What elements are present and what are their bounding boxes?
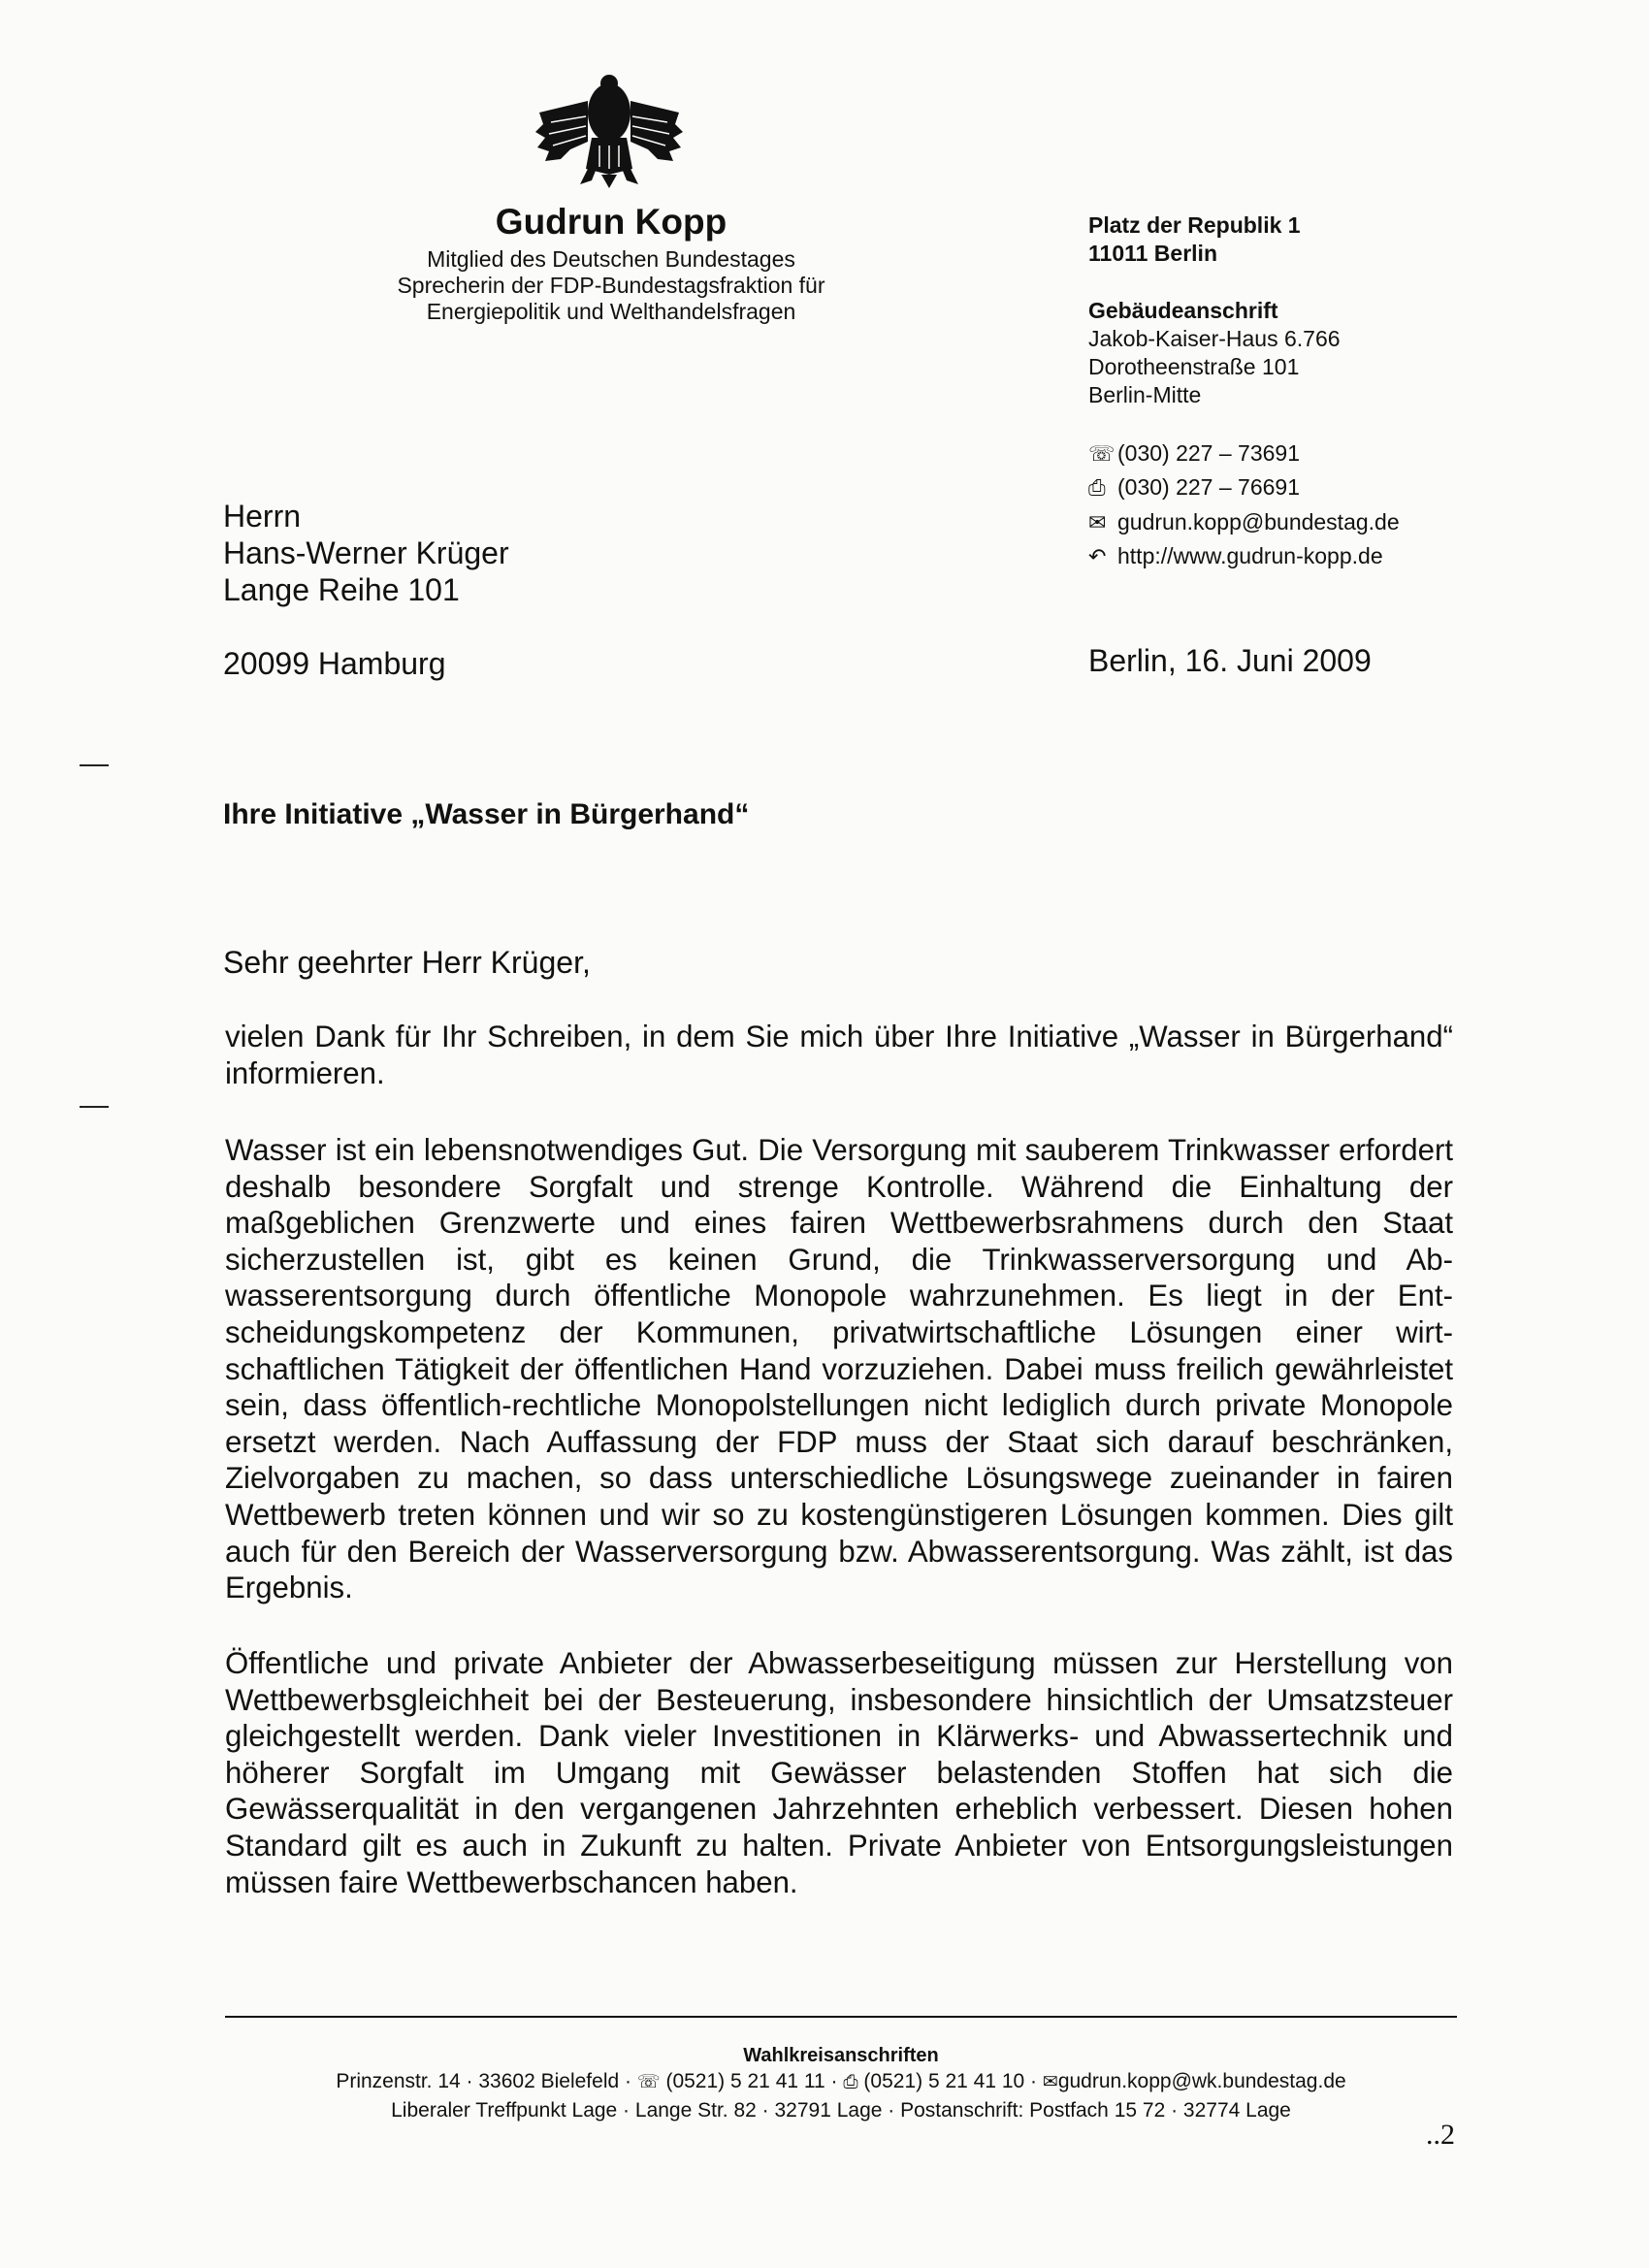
phone-number: (030) 227 – 73691: [1117, 440, 1300, 466]
letter-date: Berlin, 16. Juni 2009: [1088, 643, 1372, 678]
letter-greeting: Sehr geehrter Herr Krüger,: [223, 945, 591, 980]
phone-row: [1088, 439, 1300, 468]
website-url: http://www.gudrun-kopp.de: [1117, 543, 1383, 568]
recipient-name: Hans-Werner Krüger: [223, 535, 509, 570]
email-row: [1088, 508, 1400, 536]
footer-address: Prinzenstr. 14 · 33602 Bielefeld ·: [336, 2070, 631, 2092]
letter-subject: Ihre Initiative „Wasser in Bürgerhand“: [223, 798, 750, 830]
fold-mark: [80, 764, 109, 766]
web-row: [1088, 542, 1383, 570]
sender-title-line: Energiepolitik und Welthandelsfragen: [426, 299, 796, 324]
footer-address-line-2: Liberaler Treffpunkt Lage · Lange Str. 82 · 32791 Lage · Postanschrift: Postfach 15 72 · 32774 Lage: [391, 2099, 1291, 2122]
email-icon: ✉: [1088, 510, 1107, 535]
building-line: Jakob-Kaiser-Haus 6.766: [1088, 326, 1341, 351]
email-icon: ✉: [1042, 2072, 1058, 2092]
page-continuation-marker: ..2: [1426, 2119, 1455, 2151]
sender-title-line: Mitglied des Deutschen Bundestages: [427, 246, 795, 272]
body-paragraph: vielen Dank für Ihr Schreiben, in dem Sie mich über Ihre Initiative „Wasser in Bürgerhand“ informieren.: [225, 1020, 1453, 1090]
footer-address-line: [225, 2068, 1457, 2096]
footer-title: Wahlkreisanschriften: [743, 2045, 939, 2066]
building-line: Dorotheenstraße 101: [1088, 354, 1300, 379]
building-heading: Gebäudeanschrift: [1088, 298, 1278, 323]
body-paragraph: Öffentliche und private Anbieter der Abwasserbeseitigung müssen zur Herstellung von Wettbewerbsgleichheit bei der Besteuerung, insbesondere hinsichtlich der Umsatzsteuer gleichgestellt werden. Dank vieler Investitionen in Klärwerks- und Abwassertechnik und höherer Sorgfalt im Umgang mit Gewässer belastenden Stoffen hat sich die Gewässerqualität in den vergangenen Jahrzehnten erheblich verbessert. Diesen hohen Standard gilt es auch in Zukunft zu halten. Private Anbieter von Entsorgungsleistungen müssen faire Wettbewerbschancen haben.: [225, 1646, 1453, 1899]
recipient-city: 20099 Hamburg: [223, 646, 446, 681]
footer-divider: [225, 2016, 1457, 2018]
recipient-street: Lange Reihe 101: [223, 572, 460, 607]
phone-icon: ☏: [636, 2072, 661, 2092]
phone-icon: ☏: [1088, 441, 1116, 466]
body-paragraph: Wasser ist ein lebensnotwendiges Gut. Die Versorgung mit sauberem Trinkwasser erfordert deshalb besondere Sorgfalt und strenge Kontrolle. Während die Einhaltung der maßgeblichen Grenzwerte und eines fairen Wettbewerbsrahmens durch den Staat sicherzustellen ist, gibt es keinen Grund, die Trinkwasserversorgung und Abwasserentsorgung durch öffentliche Monopole wahrzunehmen. Es liegt in der Entscheidungskompetenz der Kommunen, privatwirtschaftliche Lösungen einer wirtschaftlichen Tätigkeit der öffentlichen Hand vorzuziehen. Dabei muss freilich gewährleistet sein, dass öffentlich-rechtliche Monopolstellungen nicht lediglich durch private Monopole ersetzt werden. Nach Auffassung der FDP muss der Staat sich darauf beschränken, Zielvorgaben zu machen, so dass unterschiedliche Lösungswege zueinander in fairen Wettbewerb treten können und wir so zu kostengünstigeren Lösungen kommen. Dies gilt auch für den Bereich der Wasserversorgung bzw. Abwasserentsorgung. Was zählt, ist das Ergebnis.: [225, 1133, 1453, 1605]
recipient-salutation: Herrn: [223, 499, 302, 534]
footer-email: gudrun.kopp@wk.bundestag.de: [1057, 2070, 1346, 2092]
fax-row: [1088, 473, 1300, 502]
fax-number: (030) 227 – 76691: [1117, 474, 1300, 500]
sender-name: Gudrun Kopp: [495, 202, 728, 242]
sender-title-line: Sprecherin der FDP-Bundestagsfraktion für: [397, 273, 825, 298]
punch-mark: [80, 1106, 109, 1108]
building-line: Berlin-Mitte: [1088, 382, 1202, 407]
web-icon: ↶: [1088, 544, 1107, 568]
office-city: 11011 Berlin: [1088, 241, 1217, 266]
office-street: Platz der Republik 1: [1088, 212, 1301, 238]
fax-icon: ⎙: [843, 2072, 858, 2092]
footer-phone: (0521) 5 21 41 11 ·: [665, 2070, 838, 2092]
fax-icon: ⎙: [1088, 475, 1106, 500]
bundestag-eagle-logo: [532, 74, 687, 188]
footer-fax: (0521) 5 21 41 10 ·: [863, 2070, 1038, 2092]
email-address: gudrun.kopp@bundestag.de: [1117, 509, 1400, 535]
